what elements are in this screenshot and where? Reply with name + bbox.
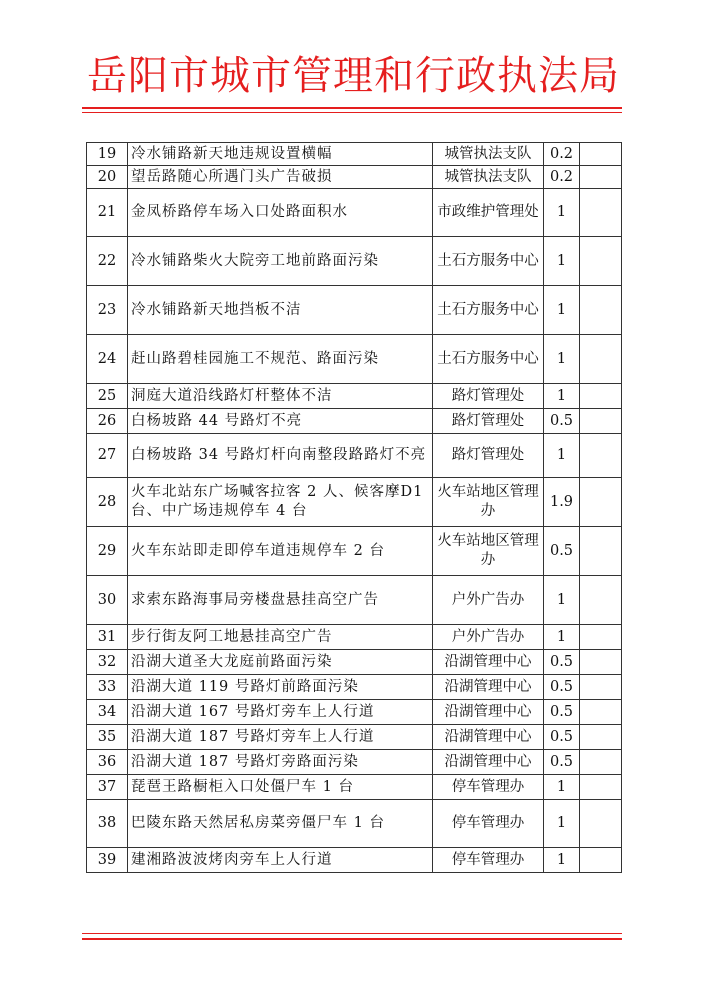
responsible-unit-cell: 沿湖管理中心 (433, 650, 544, 675)
deduction-cell: 0.5 (544, 700, 580, 725)
table-row (87, 527, 622, 576)
remark-cell (580, 725, 622, 750)
responsible-unit-cell: 沿湖管理中心 (433, 750, 544, 775)
table-row (87, 650, 622, 675)
responsible-unit-cell: 土石方服务中心 (433, 286, 544, 335)
issue-description-cell: 赶山路碧桂园施工不规范、路面污染 (128, 335, 433, 384)
remark-cell (580, 478, 622, 527)
responsible-unit-cell: 沿湖管理中心 (433, 725, 544, 750)
issue-description-cell: 火车东站即走即停车道违规停车 2 台 (128, 527, 433, 576)
responsible-unit-cell: 路灯管理处 (433, 384, 544, 409)
table-row (87, 335, 622, 384)
table-row (87, 725, 622, 750)
table-row (87, 750, 622, 775)
deduction-cell: 1 (544, 237, 580, 286)
row-number-cell: 31 (87, 625, 128, 650)
letterhead-title: 岳阳市城市管理和行政执法局 (87, 53, 620, 99)
row-number-cell: 37 (87, 775, 128, 800)
deduction-cell: 1 (544, 576, 580, 625)
deduction-cell: 0.5 (544, 675, 580, 700)
responsible-unit-cell: 停车管理办 (433, 848, 544, 873)
table-row (87, 576, 622, 625)
responsible-unit-cell: 市政维护管理处 (433, 189, 544, 237)
issue-description-cell: 白杨坡路 34 号路灯杆向南整段路路灯不亮 (128, 434, 433, 478)
table-row (87, 700, 622, 725)
table-row (87, 384, 622, 409)
remark-cell (580, 576, 622, 625)
responsible-unit-cell: 火车站地区管理办 (433, 527, 544, 576)
remark-cell (580, 848, 622, 873)
issue-description-cell: 洞庭大道沿线路灯杆整体不洁 (128, 384, 433, 409)
row-number-cell: 33 (87, 675, 128, 700)
table-row (87, 675, 622, 700)
remark-cell (580, 409, 622, 434)
responsible-unit-cell: 沿湖管理中心 (433, 700, 544, 725)
issue-description-cell: 白杨坡路 44 号路灯不亮 (128, 409, 433, 434)
table-row (87, 143, 622, 166)
table-row (87, 286, 622, 335)
deduction-cell: 0.5 (544, 409, 580, 434)
row-number-cell: 39 (87, 848, 128, 873)
deduction-cell: 1 (544, 384, 580, 409)
remark-cell (580, 675, 622, 700)
table-row (87, 775, 622, 800)
deduction-cell: 1 (544, 800, 580, 848)
table-row (87, 237, 622, 286)
row-number-cell: 25 (87, 384, 128, 409)
remark-cell (580, 189, 622, 237)
issue-description-cell: 沿湖大道圣大龙庭前路面污染 (128, 650, 433, 675)
remark-cell (580, 650, 622, 675)
responsible-unit-cell: 路灯管理处 (433, 434, 544, 478)
footer-rule-thin (82, 933, 622, 934)
table-row (87, 478, 622, 527)
remark-cell (580, 286, 622, 335)
footer-rule-thick (82, 938, 622, 940)
issue-description-cell: 冷水铺路新天地挡板不洁 (128, 286, 433, 335)
row-number-cell: 22 (87, 237, 128, 286)
row-number-cell: 29 (87, 527, 128, 576)
remark-cell (580, 625, 622, 650)
responsible-unit-cell: 城管执法支队 (433, 166, 544, 189)
table-row (87, 189, 622, 237)
remark-cell (580, 750, 622, 775)
deduction-cell: 0.2 (544, 143, 580, 166)
row-number-cell: 23 (87, 286, 128, 335)
issue-description-cell: 建湘路波波烤肉旁车上人行道 (128, 848, 433, 873)
deduction-cell: 1 (544, 625, 580, 650)
deduction-cell: 0.5 (544, 650, 580, 675)
table-row (87, 409, 622, 434)
table-row (87, 625, 622, 650)
responsible-unit-cell: 停车管理办 (433, 800, 544, 848)
inspection-table (86, 142, 622, 873)
deduction-cell: 0.5 (544, 750, 580, 775)
row-number-cell: 35 (87, 725, 128, 750)
row-number-cell: 21 (87, 189, 128, 237)
row-number-cell: 27 (87, 434, 128, 478)
remark-cell (580, 237, 622, 286)
issue-description-cell: 沿湖大道 187 号路灯旁路面污染 (128, 750, 433, 775)
table-row (87, 848, 622, 873)
table-row (87, 166, 622, 189)
issue-description-cell: 望岳路随心所遇门头广告破损 (128, 166, 433, 189)
responsible-unit-cell: 户外广告办 (433, 576, 544, 625)
row-number-cell: 26 (87, 409, 128, 434)
deduction-cell: 1.9 (544, 478, 580, 527)
deduction-cell: 0.5 (544, 527, 580, 576)
remark-cell (580, 335, 622, 384)
deduction-cell: 1 (544, 189, 580, 237)
deduction-cell: 0.5 (544, 725, 580, 750)
issue-description-cell: 琵琶王路橱柜入口处僵尸车 1 台 (128, 775, 433, 800)
responsible-unit-cell: 火车站地区管理办 (433, 478, 544, 527)
responsible-unit-cell: 土石方服务中心 (433, 237, 544, 286)
issue-description-cell: 沿湖大道 187 号路灯旁车上人行道 (128, 725, 433, 750)
issue-description-cell: 金凤桥路停车场入口处路面积水 (128, 189, 433, 237)
deduction-cell: 1 (544, 335, 580, 384)
row-number-cell: 30 (87, 576, 128, 625)
issue-description-cell: 冷水铺路新天地违规设置横幅 (128, 143, 433, 166)
row-number-cell: 32 (87, 650, 128, 675)
deduction-cell: 0.2 (544, 166, 580, 189)
table-row (87, 800, 622, 848)
deduction-cell: 1 (544, 848, 580, 873)
responsible-unit-cell: 停车管理办 (433, 775, 544, 800)
issue-description-cell: 步行街友阿工地悬挂高空广告 (128, 625, 433, 650)
remark-cell (580, 143, 622, 166)
row-number-cell: 28 (87, 478, 128, 527)
header-rule-thick (82, 107, 622, 109)
issue-description-cell: 沿湖大道 119 号路灯前路面污染 (128, 675, 433, 700)
remark-cell (580, 800, 622, 848)
row-number-cell: 38 (87, 800, 128, 848)
deduction-cell: 1 (544, 434, 580, 478)
remark-cell (580, 166, 622, 189)
responsible-unit-cell: 城管执法支队 (433, 143, 544, 166)
remark-cell (580, 384, 622, 409)
header-rule-thin (82, 112, 622, 113)
row-number-cell: 19 (87, 143, 128, 166)
remark-cell (580, 434, 622, 478)
remark-cell (580, 775, 622, 800)
remark-cell (580, 700, 622, 725)
row-number-cell: 20 (87, 166, 128, 189)
deduction-cell: 1 (544, 775, 580, 800)
row-number-cell: 24 (87, 335, 128, 384)
issue-description-cell: 求索东路海事局旁楼盘悬挂高空广告 (128, 576, 433, 625)
responsible-unit-cell: 户外广告办 (433, 625, 544, 650)
row-number-cell: 36 (87, 750, 128, 775)
deduction-cell: 1 (544, 286, 580, 335)
responsible-unit-cell: 土石方服务中心 (433, 335, 544, 384)
issue-description-cell: 沿湖大道 167 号路灯旁车上人行道 (128, 700, 433, 725)
responsible-unit-cell: 沿湖管理中心 (433, 675, 544, 700)
row-number-cell: 34 (87, 700, 128, 725)
responsible-unit-cell: 路灯管理处 (433, 409, 544, 434)
issue-description-cell: 巴陵东路天然居私房菜旁僵尸车 1 台 (128, 800, 433, 848)
remark-cell (580, 527, 622, 576)
table-row (87, 434, 622, 478)
issue-description-cell: 冷水铺路柴火大院旁工地前路面污染 (128, 237, 433, 286)
issue-description-cell: 火车北站东广场喊客拉客 2 人、候客摩D1 台、中广场违规停车 4 台 (128, 478, 433, 527)
